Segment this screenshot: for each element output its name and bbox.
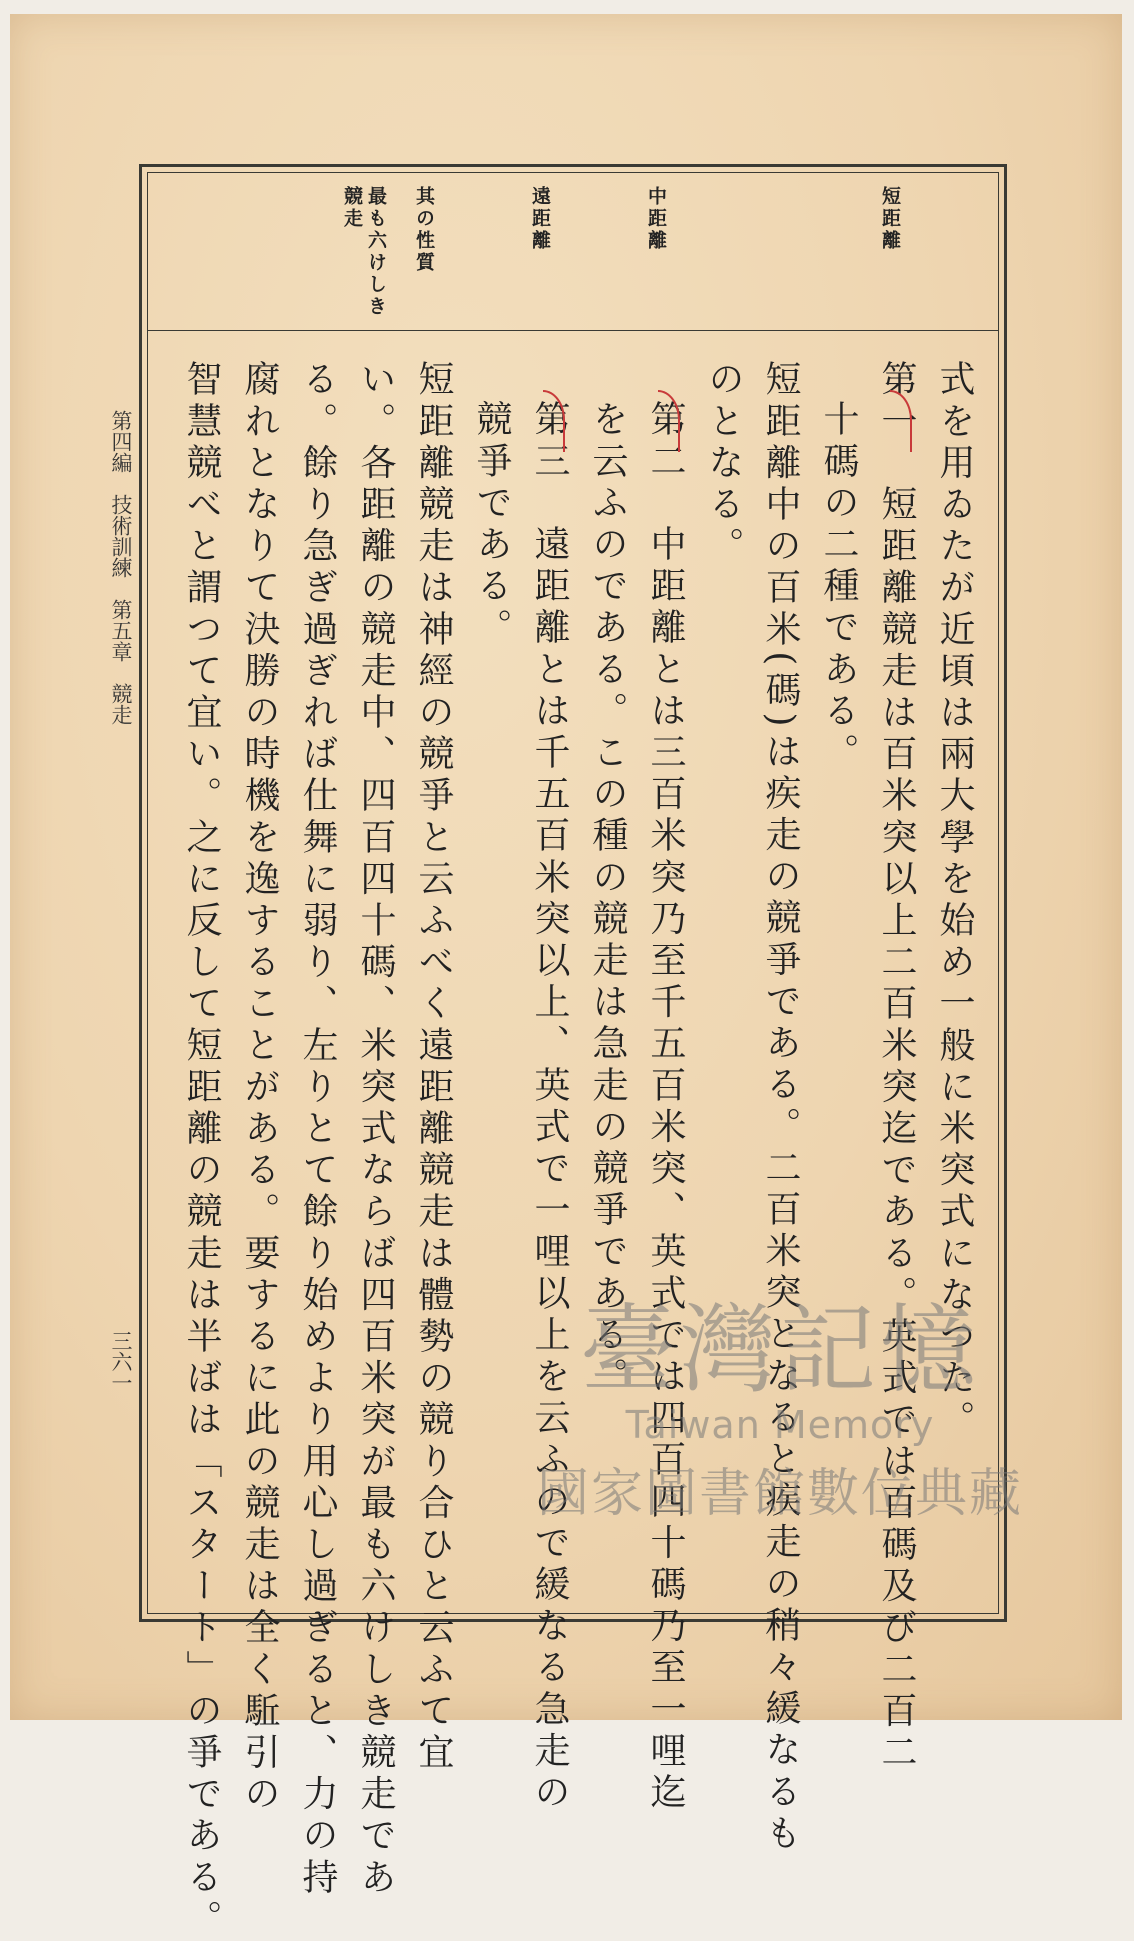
watermark-institution: 國家圖書館數位典藏 [536,1463,1023,1524]
body-column-11: い。各距離の競走中、四百四十碼、米突式ならば四百米突が最も六けしき競走であ [355,360,396,1900]
watermark-logo-text: 臺灣記憶 [580,1294,980,1406]
body-column-1: 式を用ゐたが近頃は兩大學を始め一般に米突式になつた。 [934,360,975,1442]
heading-middle-distance: 中距離 [645,186,667,252]
heading-nature: 其の性質 [413,186,435,274]
body-column-9: 競爭である。 [471,400,512,650]
taiwan-memory-watermark [500,1294,1060,1630]
page-number: 三六一 [109,1330,133,1393]
heading-most-difficult: 最も六けしき [365,186,387,318]
body-column-3: 十碼の二種である。 [818,400,859,775]
watermark-english: Taiwan Memory [625,1402,935,1447]
body-column-4: 短距離中の百米(碼)は疾走の競爭である。二百米突となると疾走の稍々緩なるも [760,360,801,1856]
body-column-10: 短距離競走は神經の競爭と云ふべく遠距離競走は體勢の競り合ひと云ふて宜 [413,360,454,1775]
body-column-6: 第二 中距離とは三百米突乃至千五百米突、英式では四百四十碼乃至一哩迄 [645,400,686,1815]
body-column-14: 智慧競べと謂つて宜い。之に反して短距離の競走は半ばは「スタート」の爭である。 [181,360,222,1941]
body-column-8: 第三 遠距離とは千五百米突以上、英式で一哩以上を云ふので緩なる急走の [529,400,570,1815]
chapter-footer: 第四編 技術訓練 第五章 競走 [109,410,133,725]
body-column-7: を云ふのである。この種の競走は急走の競爭である。 [587,400,628,1399]
body-column-2: 第一 短距離競走は百米突以上二百米突迄である。英式では百碼及び二百二 [876,360,917,1775]
heading-long-distance: 遠距離 [529,186,551,252]
heading-race: 競走 [341,186,363,230]
body-column-13: 腐れとなりて決勝の時機を逸することがある。要するに此の競走は全く駈引の [239,360,280,1816]
body-column-5: のとなる。 [703,360,744,568]
header-divider [147,330,999,331]
body-column-12: る。餘り急ぎ過ぎれば仕舞に弱り、左りとて餘り始めより用心し過ぎると、力の持 [297,360,338,1900]
heading-short-distance: 短距離 [879,186,901,252]
